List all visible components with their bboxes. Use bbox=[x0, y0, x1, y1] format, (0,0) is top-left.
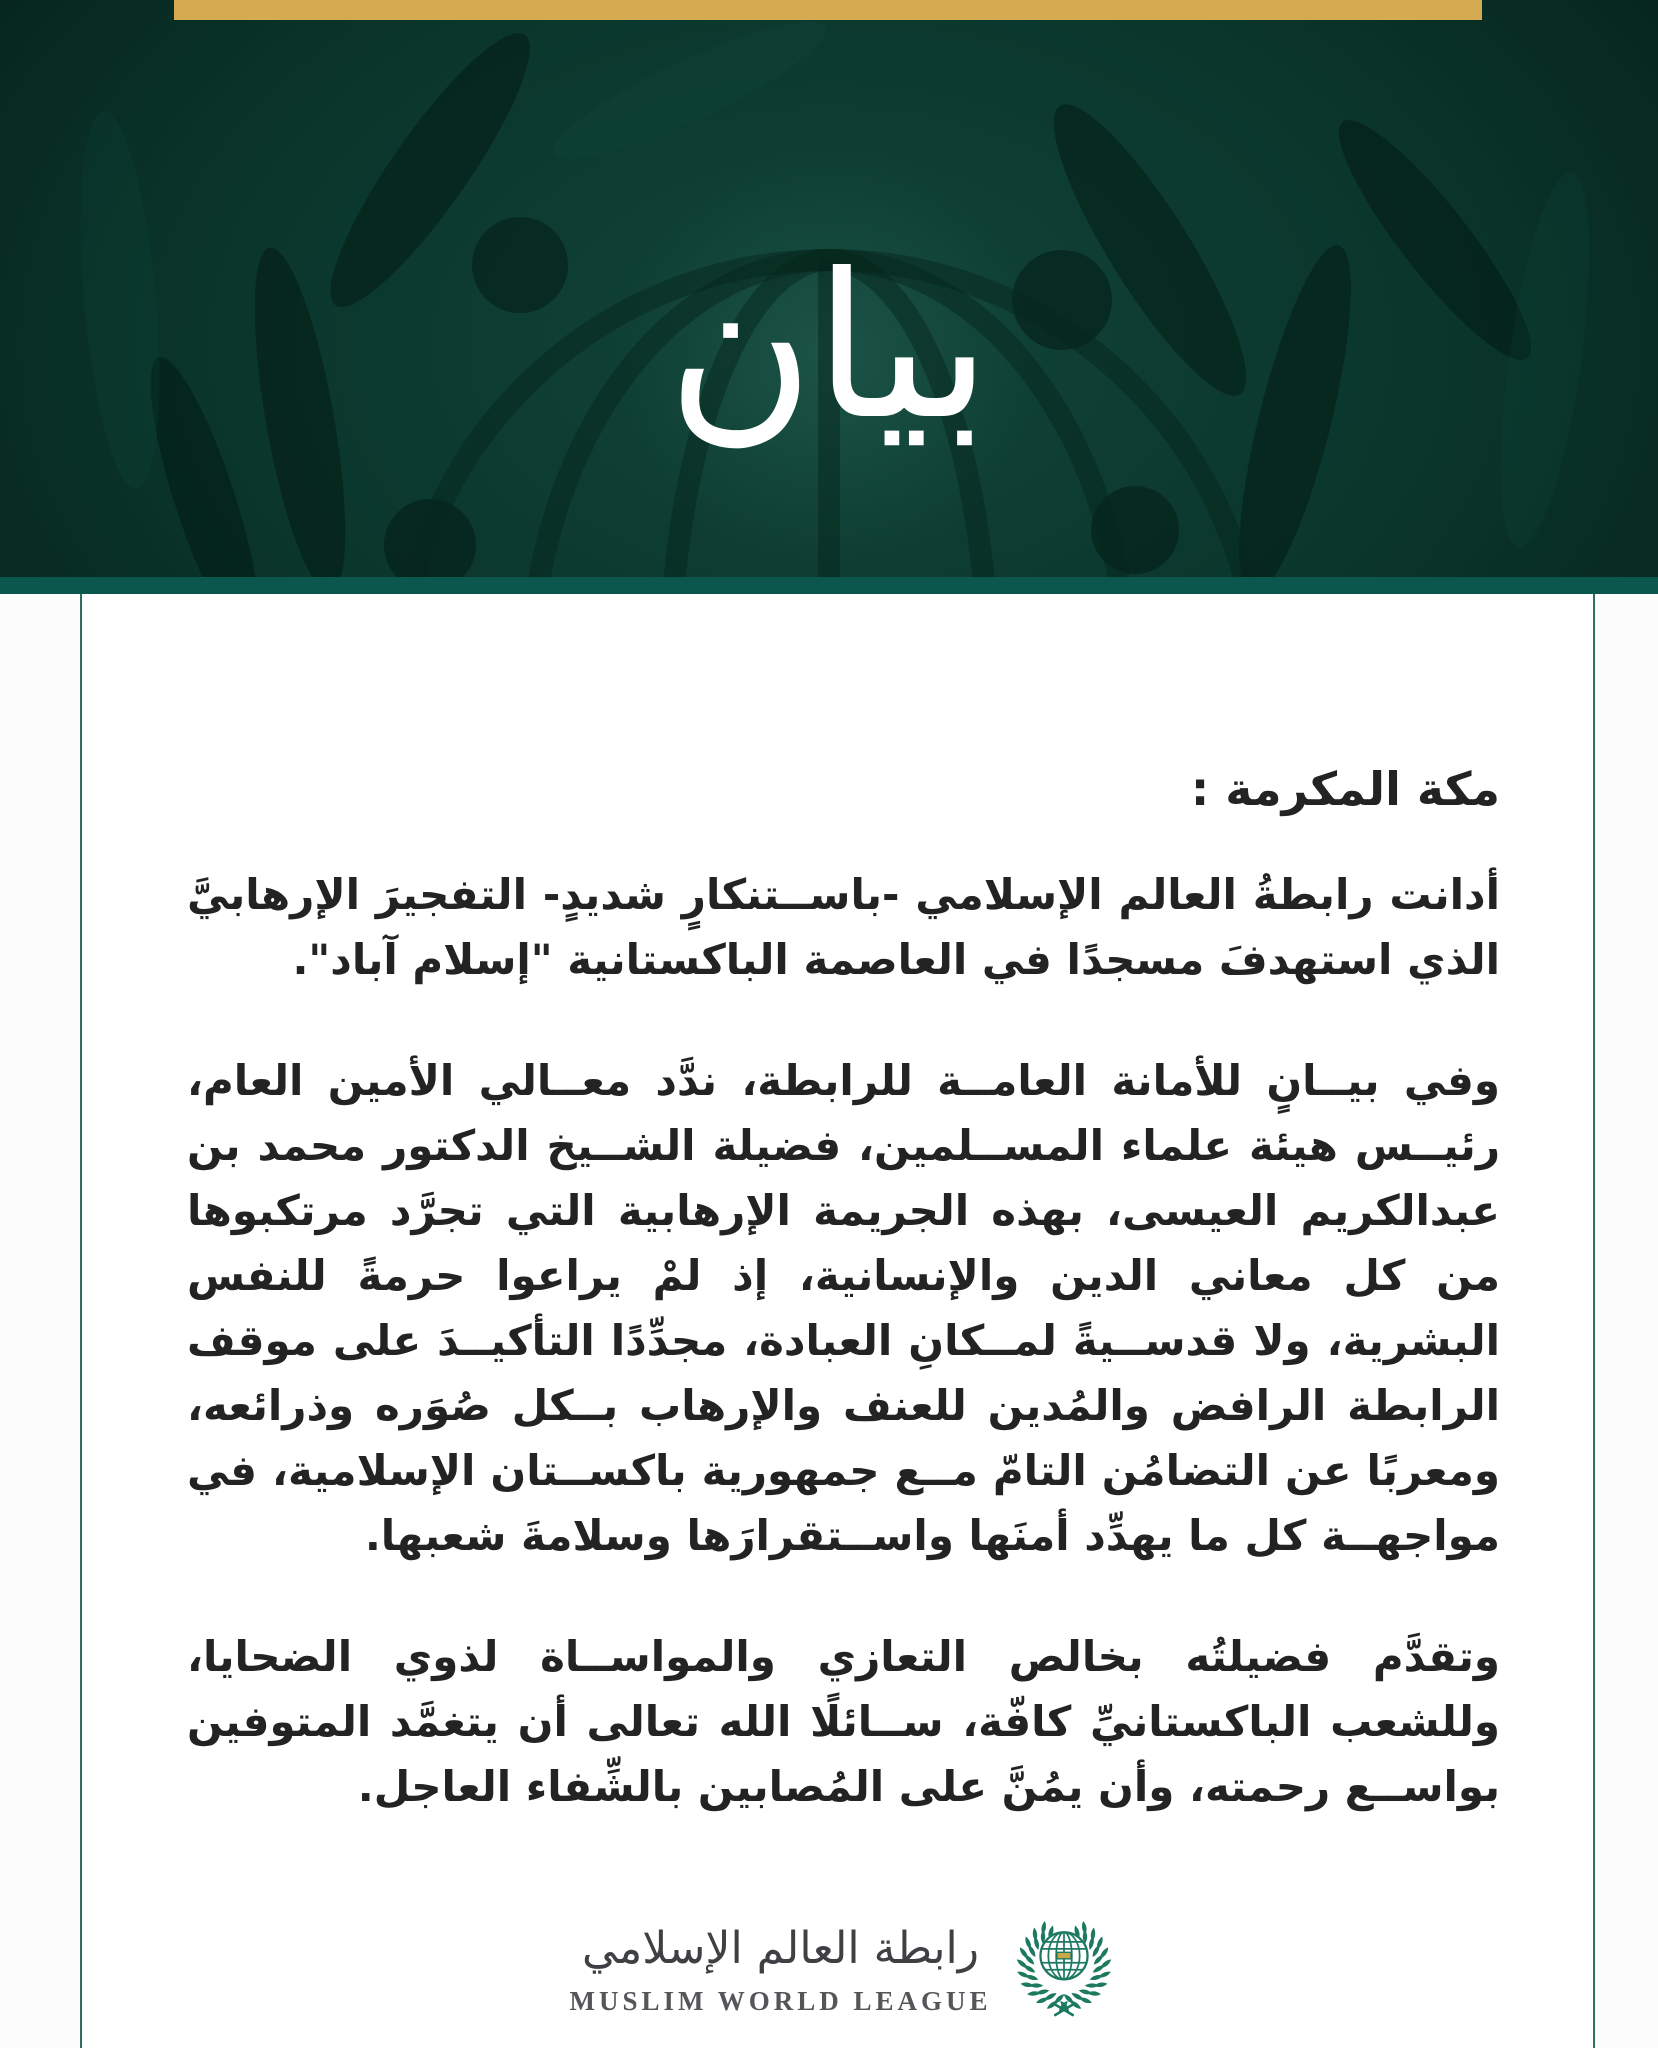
teal-divider-band bbox=[0, 577, 1658, 594]
mwl-logo-text bbox=[569, 1919, 991, 2017]
globe-icon bbox=[1040, 1932, 1087, 1979]
mwl-arabic-name: رابطة العالم الإسلامي bbox=[581, 1922, 979, 1974]
mwl-logo bbox=[187, 1911, 1500, 2025]
location-heading: مكة المكرمة : bbox=[1190, 762, 1500, 816]
statement-content bbox=[82, 594, 1593, 2025]
statement-card bbox=[80, 594, 1595, 2048]
statement-paragraph: وتقدَّم فضيلتُه بخالص التعازي والمواســاة لذوي الضحايا، وللشعب الباكستانيِّ كافّة، ســائلًا الله تعالى أن يتغمَّد المتوفين بواســع رحمته، وأن يمُنَّ على المُصابين بالشِّفاء العاجل. bbox=[187, 1632, 1500, 1811]
kaaba-gold-mark bbox=[1057, 1952, 1071, 1959]
statement-title-calligraphy: بيان bbox=[667, 231, 991, 464]
mwl-english-name: MUSLIM WORLD LEAGUE bbox=[569, 1986, 992, 2017]
statement-body bbox=[187, 862, 1500, 1819]
banner bbox=[0, 0, 1658, 577]
statement-paragraph: أدانت رابطةُ العالم الإسلامي -باســتنكارٍ شديدٍ- التفجيرَ الإرهابيَّ الذي استهدفَ مسجدًا في العاصمة الباكستانية "إسلام آباد". bbox=[187, 870, 1500, 984]
mwl-emblem-icon bbox=[1010, 1911, 1118, 2025]
statement-paragraph: وفي بيــانٍ للأمانة العامــة للرابطة، ندَّد معــالي الأمين العام، رئيــس هيئة علماء المســلمين، فضيلة الشــيخ الدكتور محمد بن عبدالكريم العيسى، بهذه الجريمة الإرهابية التي تجرَّد مرتكبوها من كل معاني الدين والإنسانية، إذ لمْ يراعوا حرمةً للنفس البشرية، ولا قدســيةً لمــكانِ العبادة، مجدِّدًا التأكيــدَ على موقف الرابطة الرافض والمُدين للعنف والإرهاب بــكل صُوَره وذرائعه، ومعربًا عن التضامُن التامّ مــع جمهورية باكســتان الإسلامية، في مواجهــة كل ما يهدِّد أمنَها واســتقرارَها وسلامةَ شعبها. bbox=[187, 1056, 1500, 1560]
gold-accent-bar bbox=[174, 0, 1482, 20]
